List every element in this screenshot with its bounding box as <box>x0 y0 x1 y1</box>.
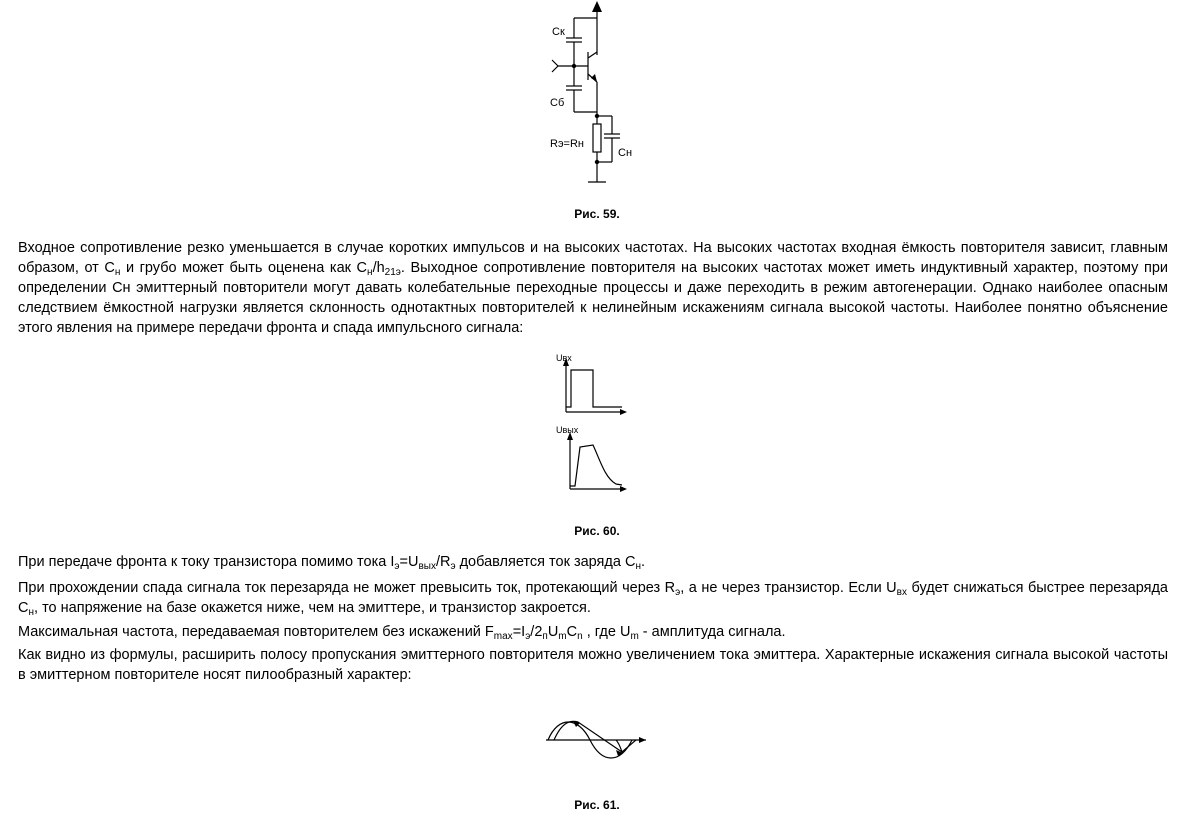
label-ck: Ск <box>552 26 565 38</box>
paragraph-input-resistance: Входное сопротивление резко уменьшается в случае коротких импульсов и на высоких частотах. На высоких частотах входная ёмкость повторителя зависит, главным образом, от $C_н$ и грубо может быть оценена как $C_н/h_{21э}$. Выходное сопротивление повторителя на высоких частотах может иметь индуктивный характер, поэтому при определении Сн эмиттерный повторители могут давать колебательные переходные процессы и даже переходить в режим автогенерации. Однако наиболее опасным следствием ёмкостной нагрузки является склонность однотактных повторителей к нелинейным искажениям сигнала высокой частоты. Наиболее понятно объяснение этого явления на примере передачи фронта и спада импульсного сигнала: <box>18 240 1168 336</box>
label-cn: Сн <box>618 147 633 159</box>
figure-caption-60: Рис. 60. <box>574 524 620 538</box>
text-fall-recharge: При прохождении спада сигнала ток перезаряда не может превысить ток, протекающий через $R_э$, а не через транзистор. Если $U_{вх}$ будет снижаться быстрее перезаряда $C_н$, то напряжение на базе окажется ниже, чем на эмиттере, и транзистор закроется. <box>18 580 1168 618</box>
label-re: Rэ=Rн <box>550 138 584 150</box>
waveform-diagram-fig61 <box>540 712 650 772</box>
label-cb: Сб <box>550 97 565 109</box>
text-front-current: При передаче фронта к току транзистора помимо тока $I_э=U_{вых}/R_э$ добавляется ток заряда $C_н$. <box>18 554 645 572</box>
label-uin: Uвх <box>556 353 572 363</box>
figure-caption-59: Рис. 59. <box>574 207 620 221</box>
circuit-diagram-fig59 <box>540 0 650 190</box>
label-uout: Uвых <box>556 425 579 435</box>
figure-caption-61: Рис. 61. <box>574 798 620 812</box>
text-max-frequency: Максимальная частота, передаваемая повторителем без искажений $F_{max}=I_э/2_пU_mC_n$ , где $U_m$ - амплитуда сигнала. <box>18 624 786 642</box>
pulse-diagram-fig60 <box>550 352 630 492</box>
text-bandwidth: Как видно из формулы, расширить полосу пропускания эмиттерного повторителя можно увеличением тока эмиттера. Характерные искажения сигнала высокой частоты в эмиттерном повторителе носят пилообразный характер: <box>18 647 1168 683</box>
